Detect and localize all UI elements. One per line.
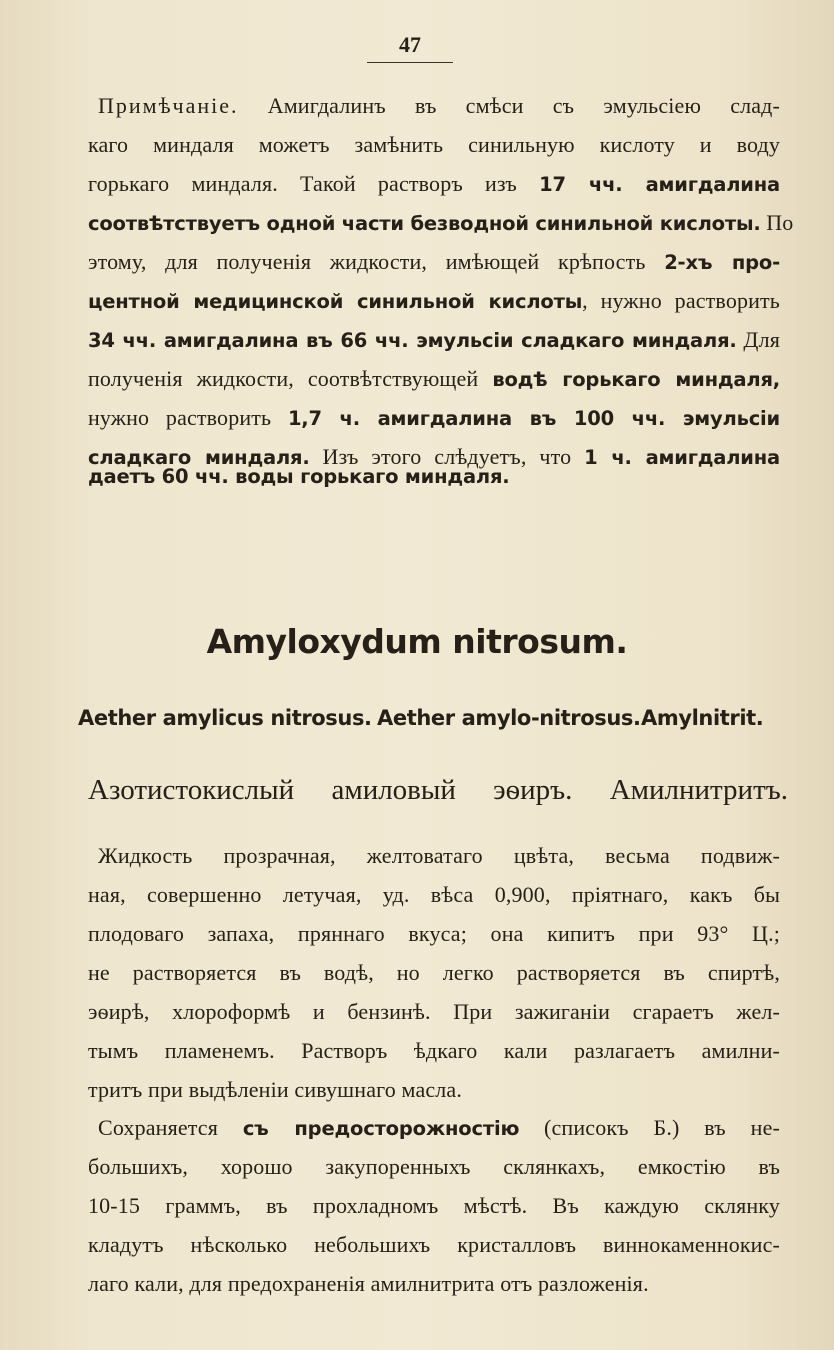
para1-line-1: Жидкость прозрачная, желтоватаго цвѣта, весьма подвиж- — [98, 843, 780, 868]
synonym-3: Amylnitrit. — [641, 706, 764, 730]
para2-line-3: 10-15 граммъ, въ прохладномъ мѣстѣ. Въ каждую склянку — [88, 1193, 780, 1218]
synonym-1: Aether amylicus nitrosus. — [78, 706, 372, 730]
note-line-1: Примѣчаніе. Амигдалинъ въ смѣси съ эмульсіею слад- — [98, 93, 780, 118]
para2-line-2: большихъ, хорошо закупоренныхъ склянкахъ, емкостію въ — [88, 1154, 780, 1179]
synonyms-line — [78, 698, 764, 738]
para2-line-1: Сохраняется съ предосторожностію (списокъ Б.) въ не- — [98, 1115, 780, 1140]
note-line-8: полученія жидкости, соотвѣтствующей водѣ горькаго миндаля, — [88, 366, 780, 391]
note-line-4: соотвѣтствуетъ одной части безводной синильной кислоты. По — [88, 210, 794, 235]
page-number-rule — [367, 62, 453, 63]
note-line-2: каго миндаля можетъ замѣнить синильную кислоту и воду — [88, 132, 780, 157]
synonym-2: Aether amylo-nitrosus. — [377, 706, 641, 730]
para1-line-7: тритъ при выдѣленіи сивушнаго масла. — [88, 1077, 462, 1102]
page-number: 47 — [399, 32, 421, 57]
para2-line-4: кладутъ нѣсколько небольшихъ кристалловъ виннокаменнокис- — [88, 1232, 780, 1257]
note-line-7: 34 чч. амигдалина въ 66 чч. эмульсіи сладкаго миндаля. Для — [88, 327, 780, 352]
para1-line-2: ная, совершенно летучая, уд. вѣса 0,900, пріятнаго, какъ бы — [88, 882, 780, 907]
note-line-9: нужно растворить 1,7 ч. амигдалина въ 100 чч. эмульсіи — [88, 405, 781, 430]
para1-line-5: эѳирѣ, хлороформѣ и бензинѣ. При зажиганіи сгараетъ жел- — [88, 999, 780, 1024]
article-subtitle: Азотистокислый амиловый эѳиръ. Амилнитритъ. — [88, 774, 788, 806]
note-line-6: центной медицинской синильной кислоты, нужно растворить — [88, 288, 780, 313]
article-title: Amyloxydum nitrosum. — [206, 622, 628, 661]
note-line-3: горькаго миндаля. Такой растворъ изъ 17 чч. амигдалина — [88, 171, 780, 196]
note-line-11-text: даетъ 60 чч. воды горькаго миндаля. — [88, 465, 510, 488]
note-line-10: сладкаго миндаля. Изъ этого слѣдуетъ, что 1 ч. амигдалина — [88, 444, 780, 469]
note-line-5: этому, для полученія жидкости, имѣющей крѣпость 2-хъ про- — [88, 249, 780, 274]
para1-line-6: тымъ пламенемъ. Растворъ ѣдкаго кали разлагаетъ амилни- — [88, 1038, 780, 1063]
para2-line-5: лаго кали, для предохраненія амилнитрита отъ разложенія. — [88, 1271, 649, 1296]
para1-line-3: плодоваго запаха, пряннаго вкуса; она кипитъ при 93° Ц.; — [88, 921, 780, 946]
para1-line-4: не растворяется въ водѣ, но легко растворяется въ спиртѣ, — [88, 960, 780, 985]
